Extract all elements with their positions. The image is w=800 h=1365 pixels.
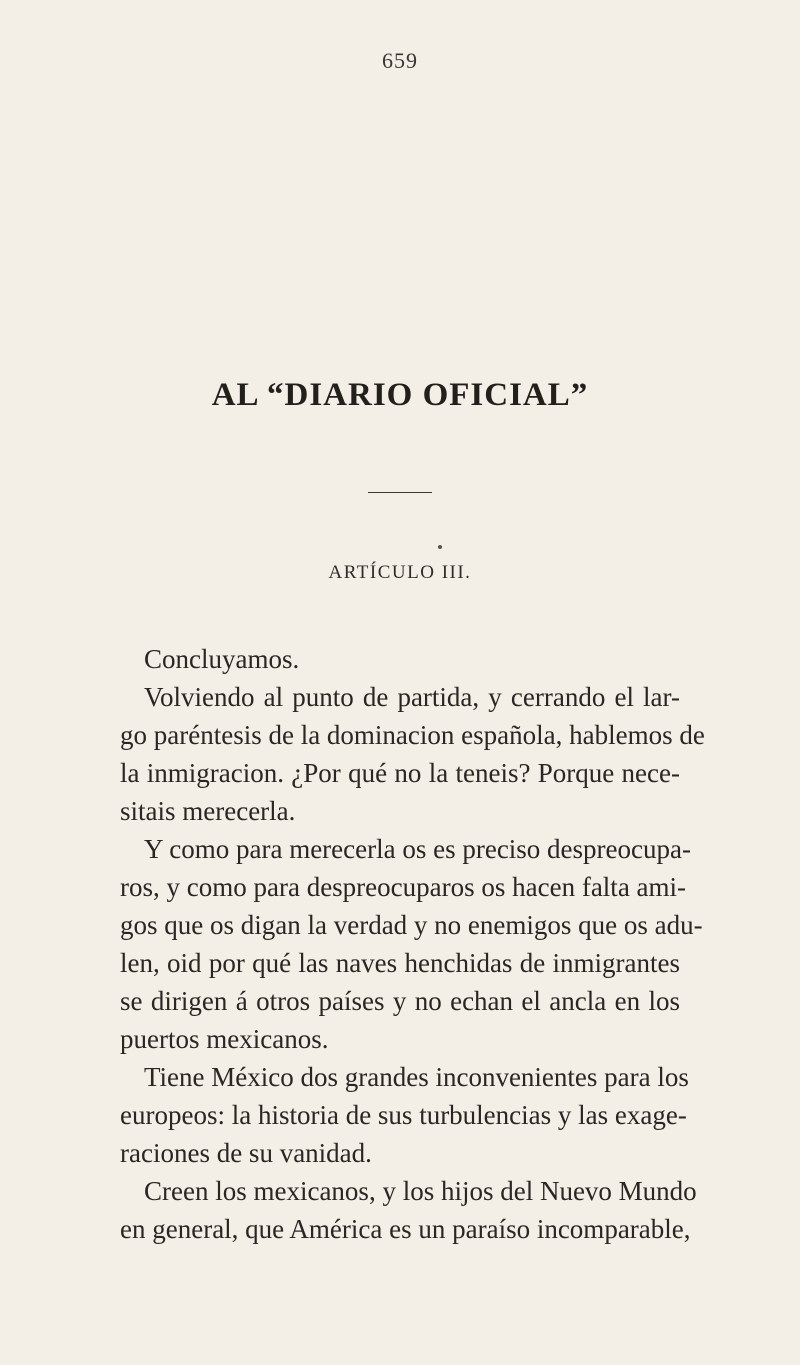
text-line: raciones de su vanidad.	[120, 1138, 372, 1168]
text-line: ros, y como para despreocuparos os hacen falta ami-	[120, 872, 687, 902]
ink-speck	[438, 545, 442, 549]
article-subtitle: ARTÍCULO III.	[328, 562, 472, 583]
text-line: en general, que América es un paraíso incomparable,	[120, 1214, 691, 1244]
text-line: len, oid por qué las naves henchidas de inmigrantes	[120, 948, 680, 978]
text-line: gos que os digan la verdad y no enemigos que os adu-	[120, 910, 703, 940]
page-number: 659	[382, 48, 418, 73]
text-line: la inmigracion. ¿Por qué no la teneis? Porque nece-	[120, 758, 680, 788]
text-line: Volviendo al punto de partida, y cerrando el lar-	[144, 682, 680, 712]
text-line: Concluyamos.	[144, 644, 300, 674]
article-title: AL “DIARIO OFICIAL”	[211, 377, 589, 413]
text-line: Tiene México dos grandes inconvenientes para los	[144, 1062, 689, 1092]
article-body	[120, 640, 705, 1248]
text-line: Creen los mexicanos, y los hijos del Nuevo Mundo	[144, 1176, 697, 1206]
text-line: Y como para merecerla os es preciso despreocupa-	[144, 834, 691, 864]
title-divider	[368, 492, 432, 493]
text-line: europeos: la historia de sus turbulencias y las exage-	[120, 1100, 687, 1130]
text-line: go paréntesis de la dominacion española, hablemos de	[120, 720, 705, 750]
text-line: se dirigen á otros países y no echan el ancla en los	[120, 986, 680, 1016]
text-line: sitais merecerla.	[120, 796, 296, 826]
text-line: puertos mexicanos.	[120, 1024, 329, 1054]
